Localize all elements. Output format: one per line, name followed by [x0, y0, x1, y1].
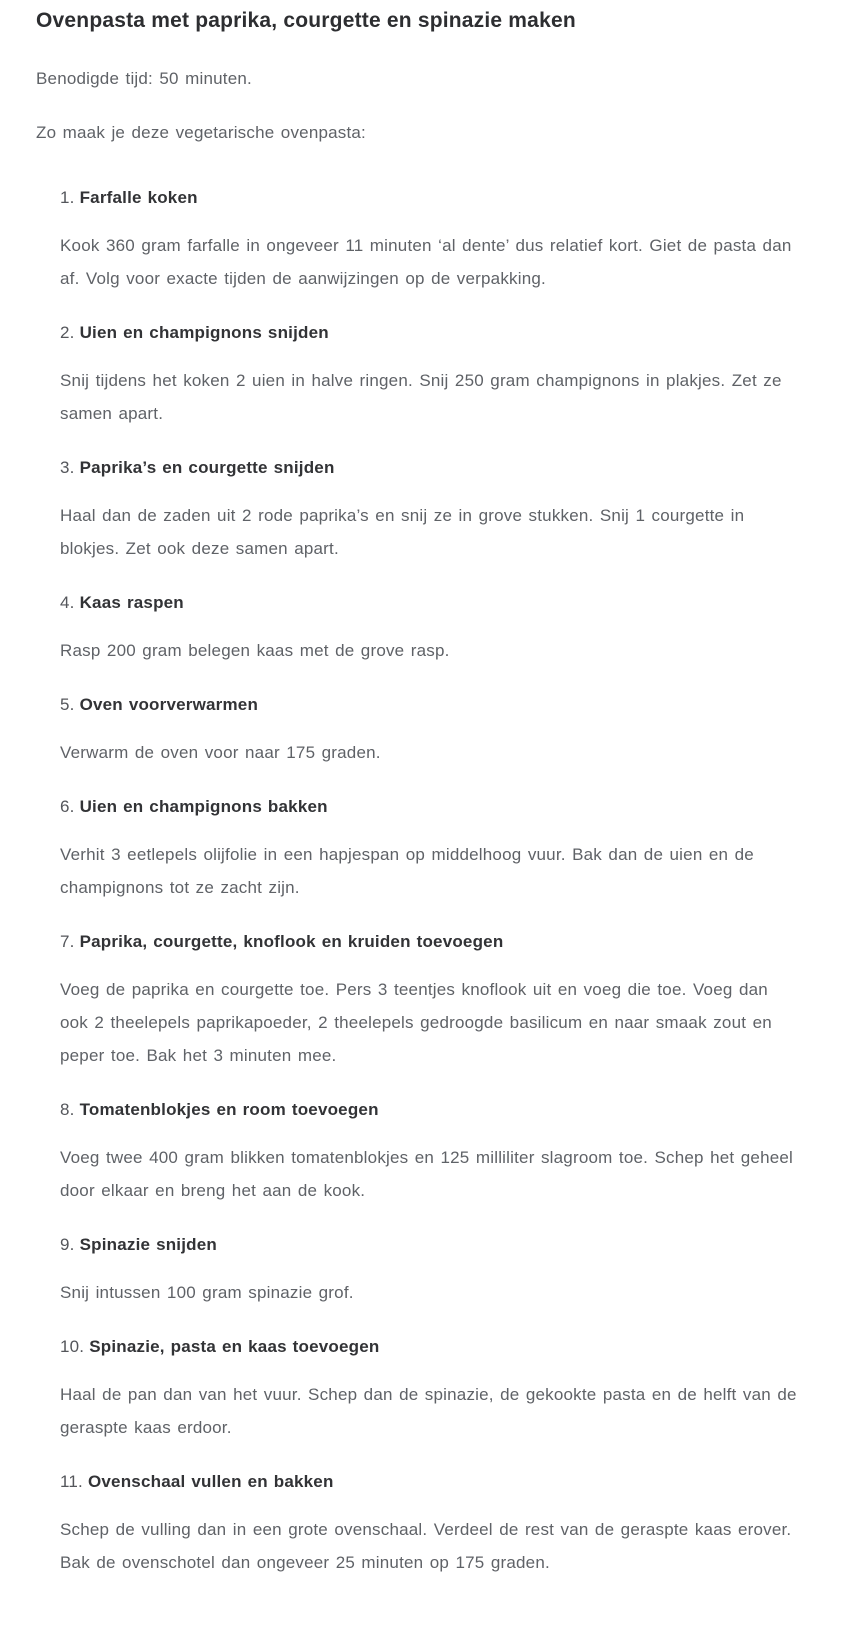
step-title: Uien en champignons bakken — [79, 797, 328, 816]
step-body-text: Verwarm de oven voor naar 175 graden. — [60, 743, 381, 762]
step-heading — [60, 694, 816, 715]
step-item — [60, 1336, 816, 1444]
step-title: Farfalle koken — [79, 188, 198, 207]
step-body-text: Haal dan de zaden uit 2 rode paprika’s en snij ze in grove stukken. Snij 1 courgette in blokjes. Zet ook deze samen apart. — [60, 506, 745, 558]
step-number: 5. — [60, 695, 75, 714]
step-item — [60, 931, 816, 1072]
step-heading — [60, 1336, 816, 1357]
step-heading — [60, 1234, 816, 1255]
step-body-text: Snij tijdens het koken 2 uien in halve ringen. Snij 250 gram champignons in plakjes. Zet ze samen apart. — [60, 371, 782, 423]
step-title: Uien en champignons snijden — [79, 323, 329, 342]
step-item — [60, 1471, 816, 1579]
page-title: Ovenpasta met paprika, courgette en spinazie maken — [36, 9, 576, 32]
step-item — [60, 457, 816, 565]
step-item — [60, 1099, 816, 1207]
step-number: 6. — [60, 797, 75, 816]
step-heading — [60, 592, 816, 613]
step-heading — [60, 1471, 816, 1492]
step-heading — [60, 457, 816, 478]
step-title: Spinazie, pasta en kaas toevoegen — [89, 1337, 380, 1356]
step-number: 3. — [60, 458, 75, 477]
step-title: Kaas raspen — [79, 593, 184, 612]
step-item — [60, 694, 816, 769]
step-number: 9. — [60, 1235, 75, 1254]
step-number: 10. — [60, 1337, 85, 1356]
step-body-text: Voeg twee 400 gram blikken tomatenblokjes en 125 milliliter slagroom toe. Schep het geheel door elkaar en breng het aan de kook. — [60, 1148, 794, 1200]
step-heading — [60, 1099, 816, 1120]
step-title: Oven voorverwarmen — [79, 695, 259, 714]
step-item — [60, 187, 816, 295]
step-number: 1. — [60, 188, 75, 207]
step-body-text: Haal de pan dan van het vuur. Schep dan de spinazie, de gekookte pasta en de helft van de geraspte kaas erdoor. — [60, 1385, 797, 1437]
step-body-text: Kook 360 gram farfalle in ongeveer 11 minuten ‘al dente’ dus relatief kort. Giet de pasta dan af. Volg voor exacte tijden de aanwijzingen op de verpakking. — [60, 236, 792, 288]
step-item — [60, 796, 816, 904]
step-title: Ovenschaal vullen en bakken — [87, 1472, 334, 1491]
step-heading — [60, 322, 816, 343]
step-item — [60, 322, 816, 430]
step-heading — [60, 796, 816, 817]
step-item — [60, 1234, 816, 1309]
step-body-text: Schep de vulling dan in een grote ovenschaal. Verdeel de rest van de geraspte kaas erover. Bak de ovenschotel dan ongeveer 25 minuten op 175 graden. — [60, 1520, 792, 1572]
step-heading — [60, 931, 816, 952]
intro-text: Zo maak je deze vegetarische ovenpasta: — [36, 123, 366, 142]
steps-list — [36, 187, 816, 1579]
step-title: Paprika, courgette, knoflook en kruiden toevoegen — [79, 932, 504, 951]
step-title: Spinazie snijden — [79, 1235, 217, 1254]
time-required-note: Benodigde tijd: 50 minuten. — [36, 69, 252, 88]
step-title: Tomatenblokjes en room toevoegen — [79, 1100, 379, 1119]
step-number: 7. — [60, 932, 75, 951]
step-number: 4. — [60, 593, 75, 612]
step-number: 11. — [60, 1472, 83, 1491]
step-body-text: Verhit 3 eetlepels olijfolie in een hapjespan op middelhoog vuur. Bak dan de uien en de champignons tot ze zacht zijn. — [60, 845, 754, 897]
step-heading — [60, 187, 816, 208]
step-title: Paprika’s en courgette snijden — [79, 458, 335, 477]
step-body-text: Rasp 200 gram belegen kaas met de grove rasp. — [60, 641, 450, 660]
step-body-text: Snij intussen 100 gram spinazie grof. — [60, 1283, 354, 1302]
step-number: 8. — [60, 1100, 75, 1119]
step-number: 2. — [60, 323, 75, 342]
step-item — [60, 592, 816, 667]
step-body-text: Voeg de paprika en courgette toe. Pers 3 teentjes knoflook uit en voeg die toe. Voeg dan ook 2 theelepels paprikapoeder, 2 theelepels gedroogde basilicum en naar smaak zout en peper toe. Bak het 3 minuten mee. — [60, 980, 772, 1065]
